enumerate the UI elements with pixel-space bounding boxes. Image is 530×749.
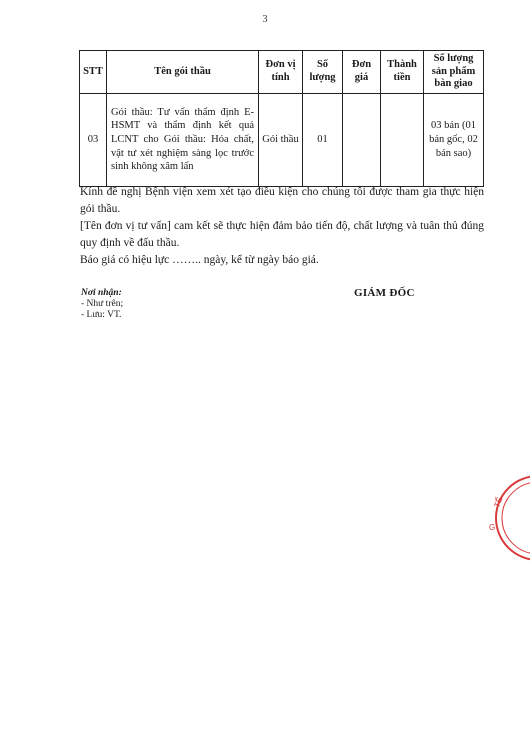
recipients-title: Nơi nhận:	[81, 288, 122, 298]
body-text	[80, 184, 484, 269]
header-package-name: Tên gói thầu	[107, 51, 259, 94]
page-number: 3	[262, 14, 268, 25]
header-quantity: Số lượng	[303, 51, 343, 94]
cell-quantity: 01	[303, 93, 343, 186]
table-header-row	[80, 51, 484, 94]
svg-text:G: G	[489, 523, 496, 532]
header-deliverables: Số lượng sản phẩm bàn giao	[424, 51, 484, 94]
recipients-block	[81, 288, 123, 321]
cell-package-name: Gói thầu: Tư vấn thẩm định E-HSMT và thẩm định kết quả LCNT cho Gói thầu: Hóa chất, vật tư xét nghiệm sàng lọc trước sinh không xâm lấn	[107, 93, 259, 186]
paragraph-commitment: [Tên đơn vị tư vấn] cam kết sẽ thực hiện đảm bảo tiến độ, chất lượng và tuân thủ đúng quy định về đấu thầu.	[80, 220, 484, 249]
header-amount: Thành tiền	[381, 51, 424, 94]
svg-text:TẾ: TẾ	[492, 495, 505, 509]
recipient-item: - Như trên;	[81, 299, 124, 309]
quote-table	[79, 50, 484, 187]
paragraph-validity: Báo giá có hiệu lực …….. ngày, kể từ ngày báo giá.	[80, 254, 319, 266]
paragraph-request: Kính đề nghị Bệnh viện xem xét tạo điều kiện cho chúng tôi được tham gia thực hiện gói thầu.	[80, 186, 484, 215]
cell-unit-price	[343, 93, 381, 186]
cell-stt: 03	[80, 93, 107, 186]
cell-deliverables: 03 bản (01 bản gốc, 02 bản sao)	[424, 93, 484, 186]
recipient-item: - Lưu: VT.	[81, 310, 122, 320]
cell-amount	[381, 93, 424, 186]
header-unit-price: Đơn giá	[343, 51, 381, 94]
header-unit: Đơn vị tính	[259, 51, 303, 94]
official-stamp-seal	[470, 468, 530, 568]
header-stt: STT	[80, 51, 107, 94]
table-row	[80, 93, 484, 186]
cell-unit: Gói thầu	[259, 93, 303, 186]
signature-title: GIÁM ĐỐC	[354, 287, 415, 299]
